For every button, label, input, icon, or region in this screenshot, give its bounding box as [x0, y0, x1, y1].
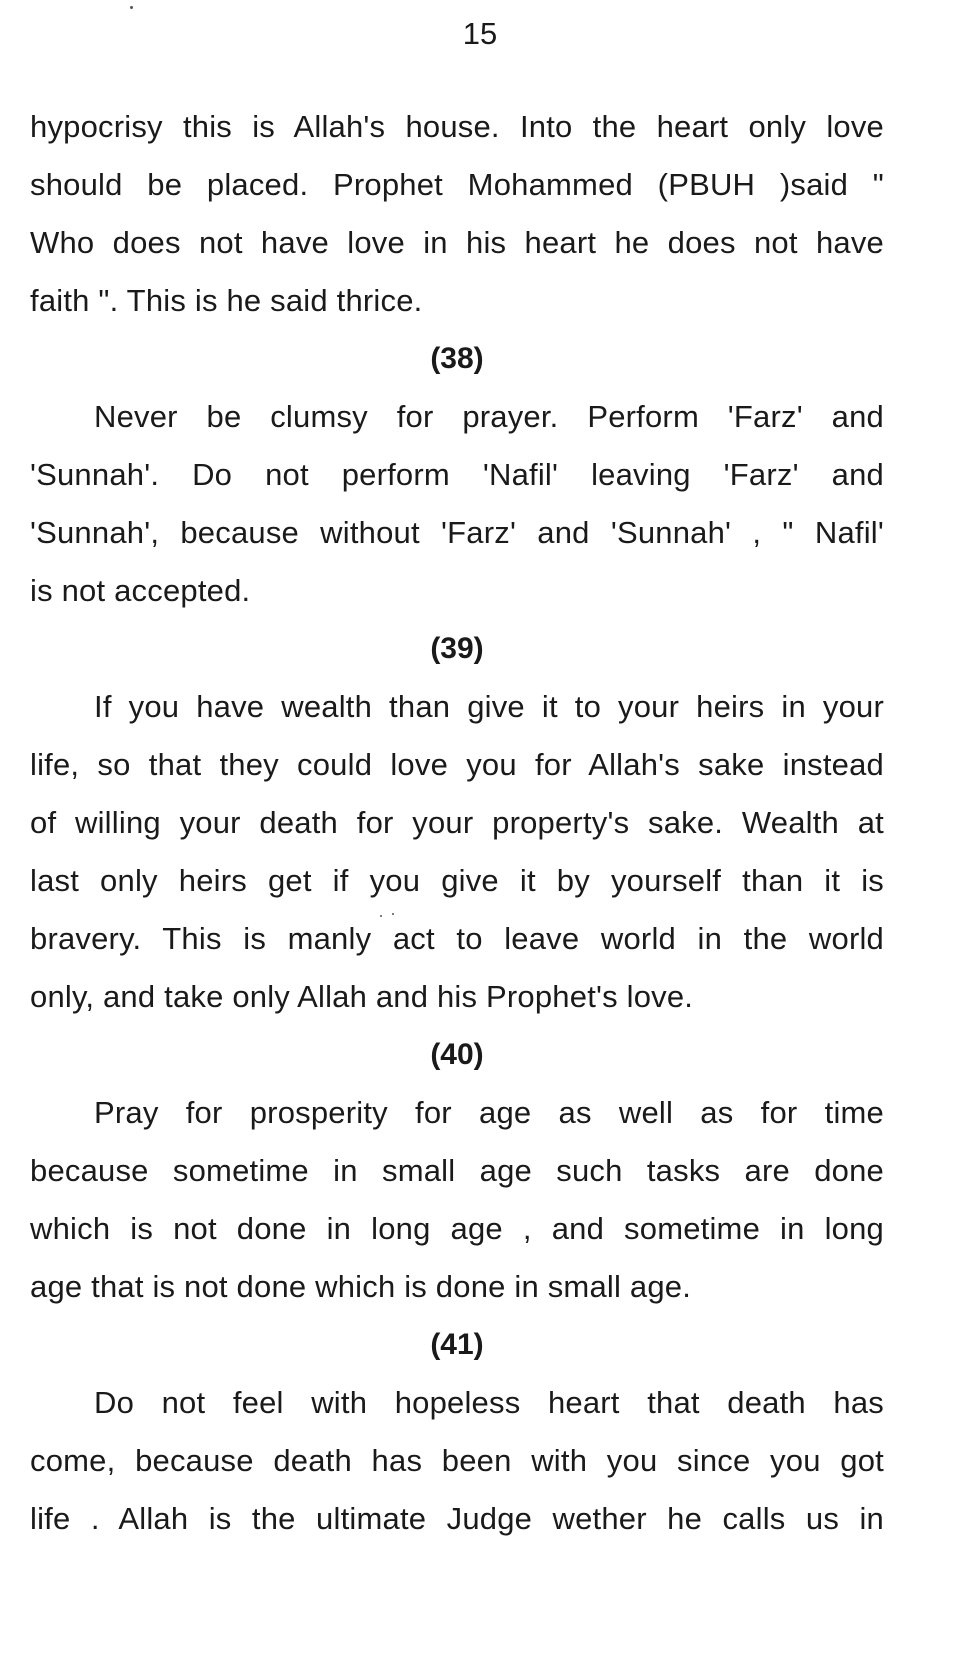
text-line: because sometime in small age such tasks are done: [30, 1153, 884, 1188]
text-line: of willing your death for your property's sake. Wealth at: [30, 805, 884, 840]
text-line: is not accepted.: [30, 573, 251, 608]
text-line: come, because death has been with you since you got: [30, 1443, 884, 1478]
section-40: [30, 1026, 884, 1316]
text-line: which is not done in long age , and sometime in long: [30, 1211, 884, 1246]
text-line: should be placed. Prophet Mohammed (PBUH )said ": [30, 167, 884, 202]
scan-speck: [130, 6, 133, 9]
section-heading: (39): [430, 632, 484, 665]
text-line: If you have wealth than give it to your heirs in your: [94, 689, 884, 724]
text-line: bravery. This is manly act to leave world in the world: [30, 921, 884, 956]
text-line: last only heirs get if you give it by yourself than it is: [30, 863, 884, 898]
page-body: [30, 98, 884, 1548]
page-number: 15: [462, 16, 498, 51]
text-line: life, so that they could love you for Allah's sake instead: [30, 747, 884, 782]
section-heading: (40): [430, 1038, 484, 1071]
text-line: 'Sunnah'. Do not perform 'Nafil' leaving 'Farz' and: [30, 457, 884, 492]
text-line: age that is not done which is done in small age.: [30, 1269, 692, 1304]
text-line: Who does not have love in his heart he does not have: [30, 225, 884, 260]
text-line: hypocrisy this is Allah's house. Into the heart only love: [30, 109, 884, 144]
text-line: life . Allah is the ultimate Judge wether he calls us in: [30, 1501, 884, 1536]
paragraph-continuation: [30, 98, 884, 330]
text-line: 'Sunnah', because without 'Farz' and 'Sunnah' , " Nafil': [30, 515, 884, 550]
text-line: Pray for prosperity for age as well as for time: [94, 1095, 884, 1130]
text-line: only, and take only Allah and his Prophet's love.: [30, 979, 694, 1014]
section-heading: (41): [430, 1328, 484, 1361]
section-39: [30, 620, 884, 1026]
text-line: Do not feel with hopeless heart that death has: [94, 1385, 884, 1420]
text-line: faith ". This is he said thrice.: [30, 283, 423, 318]
text-line: Never be clumsy for prayer. Perform 'Farz' and: [94, 399, 884, 434]
section-41: [30, 1316, 884, 1548]
section-heading: (38): [430, 342, 484, 375]
section-38: [30, 330, 884, 620]
